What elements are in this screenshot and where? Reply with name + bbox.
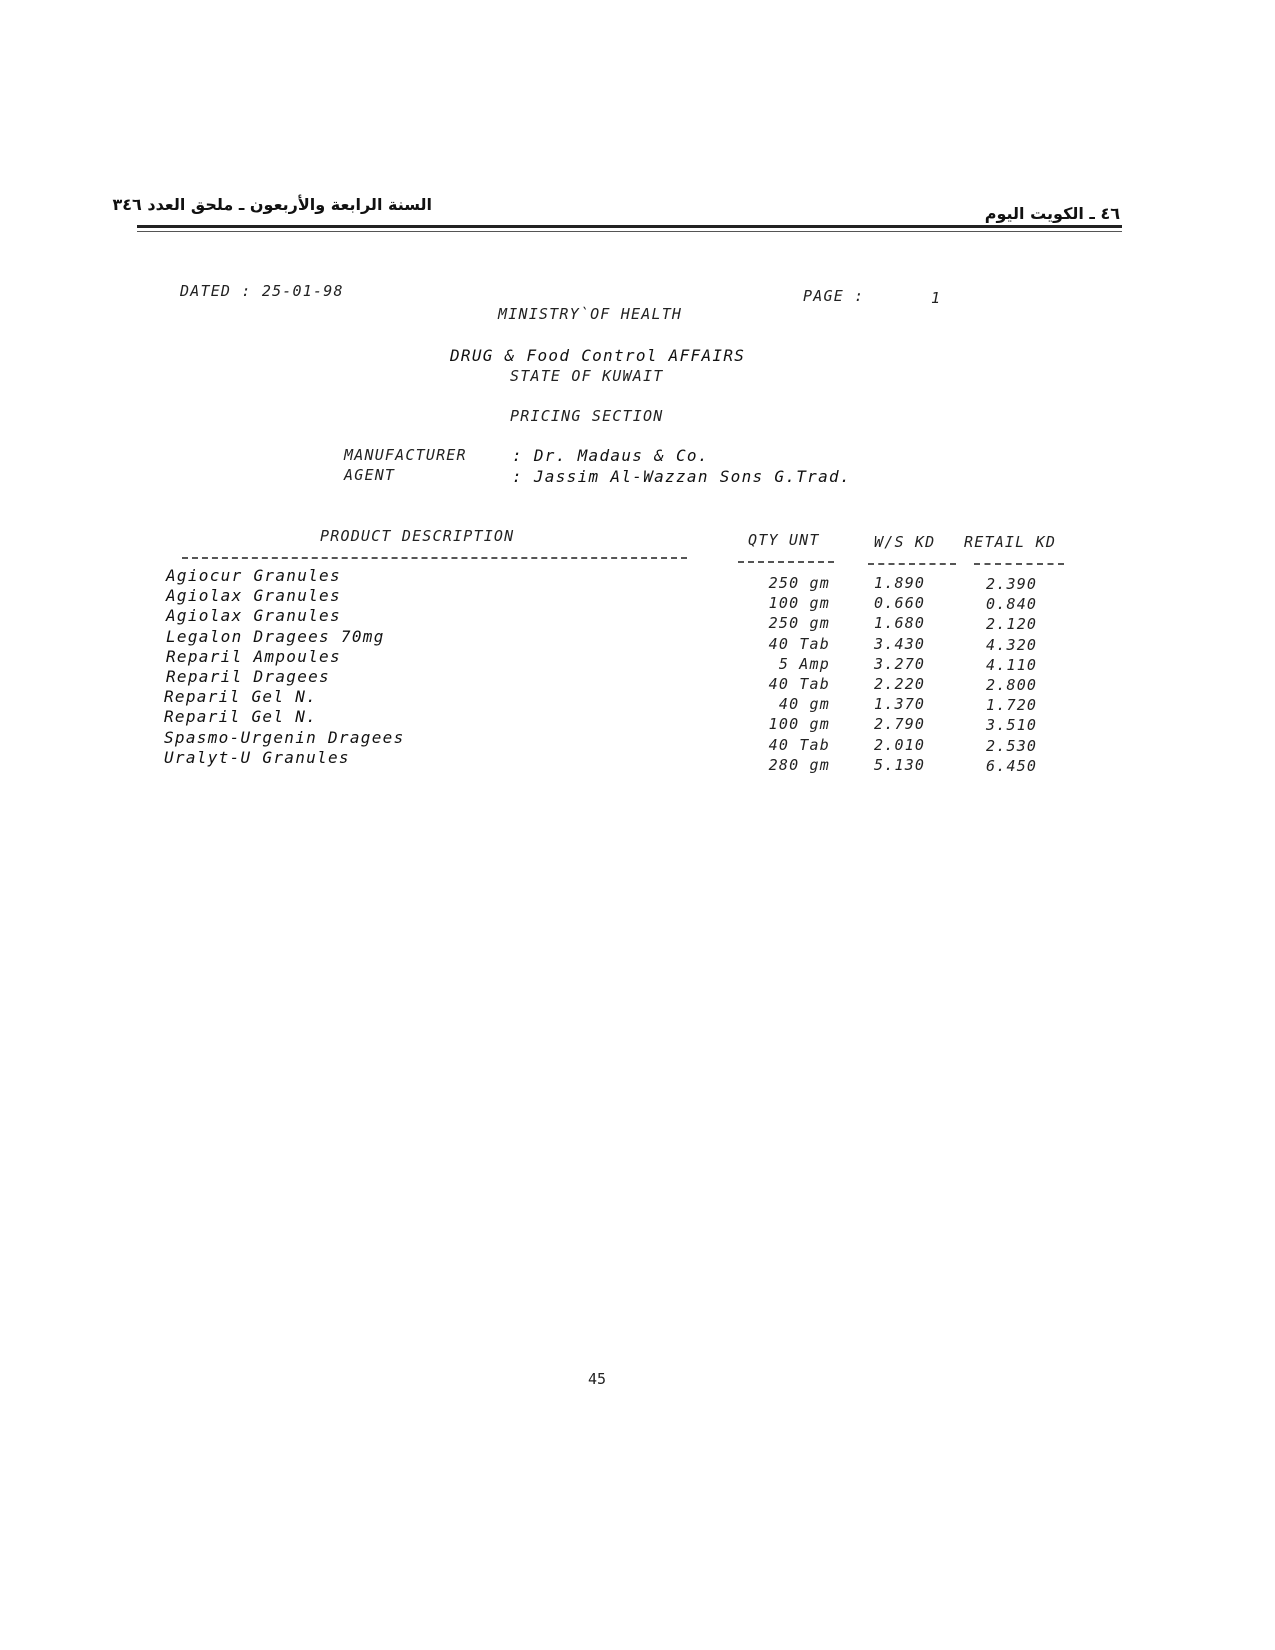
header-rule-thick: [137, 225, 1122, 228]
row-qty: 40 Tab: [768, 675, 830, 693]
row-ws-price: 0.660: [874, 594, 926, 613]
underline-retail: [974, 563, 1064, 565]
row-description: Agiolax Granules: [166, 586, 341, 606]
row-qty: 5 Amp: [778, 654, 830, 673]
dated-line: DATED : 25-01-98: [180, 282, 344, 300]
row-ws-price: 3.430: [874, 634, 926, 653]
manufacturer-label: MANUFACTURER: [344, 446, 467, 464]
row-qty: 40 Tab: [768, 735, 830, 754]
row-qty: 40 Tab: [768, 634, 830, 653]
drug-food-title: DRUG & Food Control AFFAIRS: [450, 346, 746, 365]
row-retail-price: 4.110: [986, 655, 1038, 674]
footer-page-number: 45: [588, 1370, 607, 1388]
row-retail-price: 2.120: [986, 615, 1038, 634]
row-description: Reparil Gel N.: [164, 707, 318, 727]
row-ws-price: 2.010: [874, 735, 926, 754]
row-description: Uralyt-U Granules: [164, 747, 350, 767]
row-retail-price: 0.840: [986, 595, 1038, 614]
col-header-description: PRODUCT DESCRIPTION: [320, 527, 515, 545]
row-retail-price: 6.450: [986, 756, 1038, 775]
row-ws-price: 3.270: [874, 654, 926, 673]
state-title: STATE OF KUWAIT: [510, 367, 664, 385]
col-header-ws: W/S KD: [874, 533, 936, 551]
section-title: PRICING SECTION: [510, 407, 664, 425]
header-left-arabic: السنة الرابعة والأربعون ـ ملحق العدد ٣٤٦: [112, 195, 432, 214]
row-retail-price: 2.800: [986, 676, 1038, 694]
header-rule-thin: [137, 231, 1122, 232]
row-description: Reparil Ampoules: [166, 646, 341, 666]
ministry-title: MINISTRY`OF HEALTH: [498, 305, 683, 323]
page-value: 1: [931, 289, 942, 307]
row-retail-price: 3.510: [986, 716, 1038, 735]
row-qty: 280 gm: [768, 755, 830, 774]
row-ws-price: 2.220: [874, 675, 926, 693]
agent-label: AGENT: [344, 466, 396, 484]
row-ws-price: 1.890: [874, 574, 926, 592]
underline-description: [182, 557, 687, 559]
underline-qty: [738, 561, 834, 563]
row-qty: 40 gm: [778, 695, 830, 714]
row-retail-price: 2.530: [986, 736, 1038, 755]
col-header-qty: QTY UNT: [748, 531, 820, 549]
row-qty: 100 gm: [768, 594, 830, 613]
row-description: Spasmo-Urgenin Dragees: [164, 727, 405, 747]
row-qty: 100 gm: [768, 715, 830, 734]
row-ws-price: 5.130: [874, 755, 926, 774]
row-ws-price: 1.680: [874, 614, 926, 633]
row-description: Agiocur Granules: [166, 566, 341, 585]
row-qty: 250 gm: [768, 614, 830, 633]
col-header-retail: RETAIL KD: [964, 533, 1057, 551]
page-label: PAGE :: [803, 287, 865, 305]
row-retail-price: 4.320: [986, 635, 1038, 654]
row-description: Legalon Dragees 70mg: [166, 626, 385, 646]
row-description: Reparil Gel N.: [164, 687, 318, 707]
manufacturer-value: : Dr. Madaus & Co.: [512, 446, 709, 465]
row-ws-price: 1.370: [874, 695, 926, 714]
row-description: Agiolax Granules: [166, 606, 341, 626]
row-ws-price: 2.790: [874, 715, 926, 734]
row-qty: 250 gm: [768, 574, 830, 592]
row-retail-price: 1.720: [986, 696, 1038, 715]
underline-ws: [868, 563, 956, 565]
row-description: Reparil Dragees: [166, 667, 330, 686]
header-right-arabic: ٤٦ ـ الكويت اليوم: [984, 204, 1120, 223]
row-retail-price: 2.390: [986, 575, 1038, 593]
agent-value: : Jassim Al-Wazzan Sons G.Trad.: [512, 467, 851, 486]
